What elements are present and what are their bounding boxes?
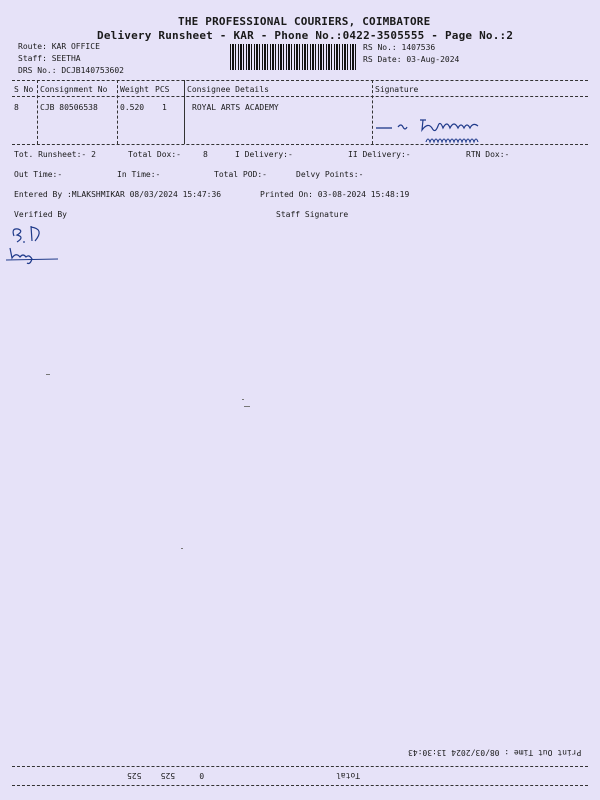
runsheet-heading: Delivery Runsheet - KAR - Phone No.:0422-3505555 - Page No.:2 [97, 29, 514, 42]
rtn-dox-label: RTN Dox:- [466, 150, 510, 159]
recipient-signature [374, 112, 524, 148]
footer-rule-bottom [12, 785, 588, 786]
row-sno: 8 [14, 103, 19, 112]
company-title: THE PROFESSIONAL COURIERS, COIMBATORE [178, 15, 431, 28]
col-divider [37, 80, 38, 144]
out-time-label: Out Time:- [14, 170, 63, 179]
verified-by-label: Verified By [14, 210, 67, 219]
table-header-rule [12, 96, 588, 97]
col-divider [184, 80, 185, 144]
route-label: Route: KAR OFFICE [18, 42, 100, 51]
col-header-consignee: Consignee Details [187, 85, 269, 94]
total-label-reversed: Total [336, 771, 361, 780]
col-header-signature: Signature [375, 85, 419, 94]
col-header-consignment: Consignment No [40, 85, 108, 94]
drs-number: DRS No.: DCJB140753602 [18, 66, 124, 75]
scan-speck [46, 374, 50, 375]
row-consignee: ROYAL ARTS ACADEMY [192, 103, 279, 112]
ii-delivery-label: II Delivery:- [348, 150, 411, 159]
barcode [230, 44, 358, 70]
col-header-sno: S No [14, 85, 34, 94]
total-values-reversed: 0 525 525 [127, 771, 205, 780]
staff-label: Staff: SEETHA [18, 54, 81, 63]
col-divider [117, 80, 118, 144]
row-consignment: CJB 80506538 [40, 103, 98, 112]
scan-speck [181, 548, 183, 549]
staff-signature-label: Staff Signature [276, 210, 349, 219]
scan-speck [242, 399, 244, 400]
print-out-time-reversed: Print Out Time : 08/03/2024 13:30:43 [408, 748, 582, 757]
table-top-rule [12, 80, 588, 81]
printed-on: Printed On: 03-08-2024 15:48:19 [260, 190, 410, 199]
footer-rule [12, 766, 588, 767]
row-pcs: 1 [162, 103, 167, 112]
col-header-pcs: PCS [155, 85, 170, 94]
total-dox-value: 8 [203, 150, 208, 159]
row-weight: 0.520 [120, 103, 145, 112]
delvy-points-label: Delvy Points:- [296, 170, 364, 179]
verifier-signature [4, 222, 64, 264]
col-header-weight: Weight [120, 85, 149, 94]
rs-number: RS No.: 1407536 [363, 43, 436, 52]
in-time-label: In Time:- [117, 170, 161, 179]
entered-by: Entered By :MLAKSHMIKAR 08/03/2024 15:47:36 [14, 190, 222, 199]
scan-speck [244, 406, 250, 407]
total-dox-label: Total Dox:- [128, 150, 181, 159]
col-divider [372, 80, 373, 144]
i-delivery-label: I Delivery:- [235, 150, 293, 159]
tot-runsheet: Tot. Runsheet:- 2 [14, 150, 96, 159]
total-pod-label: Total POD:- [214, 170, 267, 179]
rs-date: RS Date: 03-Aug-2024 [363, 55, 460, 64]
